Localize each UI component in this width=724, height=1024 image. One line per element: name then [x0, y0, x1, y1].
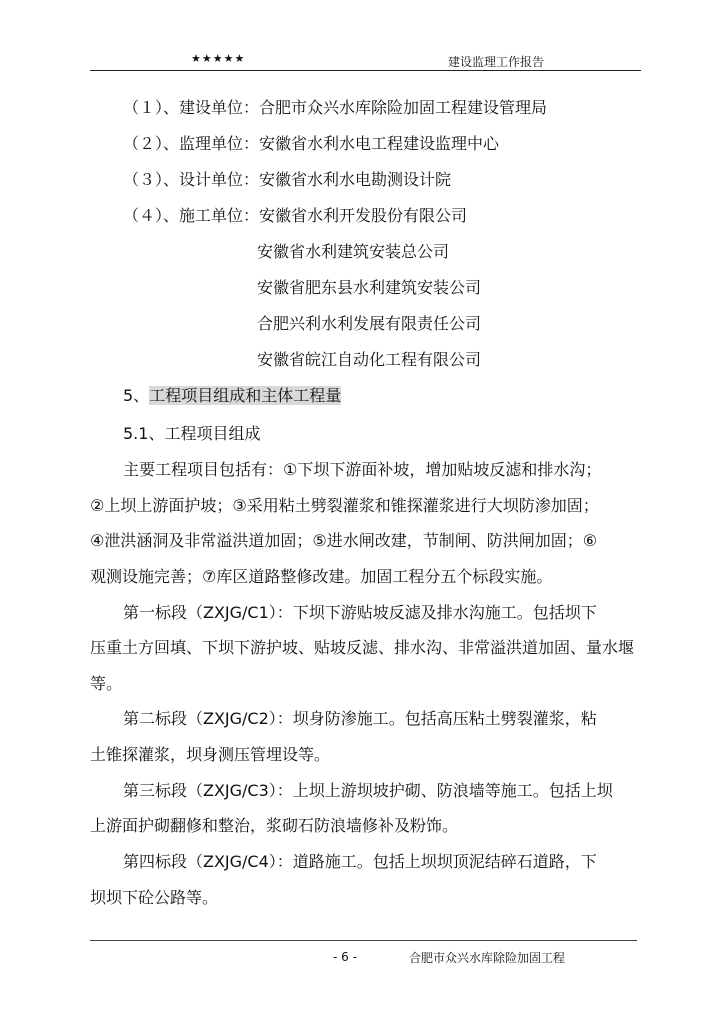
- paragraph-line: 坝坝下砼公路等。: [90, 888, 219, 907]
- header-title: 建设监理工作报告: [447, 55, 544, 69]
- paragraph-line: 第四标段（ZXJG/C4）：道路施工。包括上坝坝顶泥结碎石道路，下: [123, 852, 597, 871]
- page-number: - 6 -: [333, 950, 357, 964]
- page-footer: [90, 940, 637, 967]
- unit-line: （４）、施工单位：安徽省水利开发股份有限公司: [123, 206, 468, 225]
- paragraph-line: 第三标段（ZXJG/C3）：上坝上游坝坡护砌、防浪墙等施工。包括上坝: [123, 781, 613, 800]
- paragraph-line: ②上坝上游面护坡；③采用粘土劈裂灌浆和锥探灌浆进行大坝防渗加固；: [90, 496, 599, 515]
- paragraph-line: 观测设施完善；⑦库区道路整修改建。加固工程分五个标段实施。: [90, 567, 553, 586]
- unit-line: （２）、监理单位：安徽省水利水电工程建设监理中心: [123, 134, 500, 153]
- paragraph-line: 压重土方回填、下坝下游护坡、贴坡反滤、排水沟、非常溢洪道加固、量水堰: [90, 638, 635, 657]
- paragraph-line: 土锥探灌浆，坝身测压管埋设等。: [90, 745, 331, 764]
- unit-line: （１）、建设单位：合肥市众兴水库除险加固工程建设管理局: [123, 98, 548, 117]
- contractor-line: 安徽省皖江自动化工程有限公司: [257, 350, 482, 369]
- footer-project: 合肥市众兴水库除险加固工程: [409, 951, 566, 965]
- section-5-number: 5、: [123, 386, 150, 405]
- paragraph-line: 第一标段（ZXJG/C1）：下坝下游贴坡反滤及排水沟施工。包括坝下: [123, 603, 597, 622]
- section-5-title: 工程项目组成和主体工程量: [149, 386, 342, 405]
- paragraph-line: 主要工程项目包括有：①下坝下游面补坡，增加贴坡反滤和排水沟；: [123, 460, 602, 479]
- unit-line: （３）、设计单位：安徽省水利水电勘测设计院: [123, 170, 452, 189]
- paragraph-line: 等。: [90, 674, 123, 693]
- section-5-heading: [123, 386, 341, 406]
- section-5-1-heading: 5.1、工程项目组成: [123, 424, 261, 443]
- paragraph-line: 第二标段（ZXJG/C2）：坝身防渗施工。包括高压粘土劈裂灌浆，粘: [123, 709, 597, 728]
- page-header: [90, 52, 641, 71]
- contractor-line: 安徽省肥东县水利建筑安装公司: [257, 278, 482, 297]
- paragraph-line: 上游面护砌翻修和整治，浆砌石防浪墙修补及粉饰。: [90, 816, 459, 835]
- header-stars: ★★★★★: [191, 52, 246, 65]
- contractor-line: 安徽省水利建筑安装总公司: [257, 242, 450, 261]
- contractor-line: 合肥兴利水利发展有限责任公司: [257, 314, 482, 333]
- paragraph-line: ④泄洪涵洞及非常溢洪道加固；⑤进水闸改建，节制闸、防洪闸加固；⑥: [90, 531, 598, 550]
